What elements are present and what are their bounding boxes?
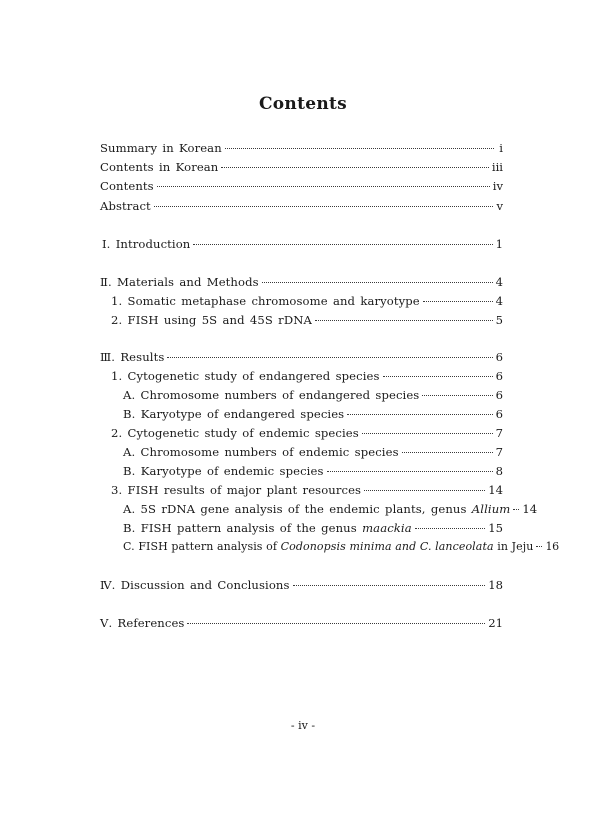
- toc-entry-fish-maackia[interactable]: [123, 519, 503, 537]
- toc-entry-label: [123, 500, 510, 518]
- toc-entry-page: 21: [488, 616, 503, 630]
- toc-entry-label: A. Chromosome numbers of endemic species: [123, 445, 399, 459]
- toc-entry-page: 7: [495, 426, 503, 440]
- toc-entry-abstract[interactable]: [100, 197, 503, 215]
- toc-entry-label: 3. FISH results of major plant resources: [111, 483, 362, 497]
- toc-entry-page: 5: [495, 313, 503, 327]
- page-footer-number: - iv -: [290, 719, 316, 732]
- dot-leader: [157, 182, 490, 187]
- toc-entry-label: 1. Cytogenetic study of endangered species: [111, 369, 380, 383]
- dot-leader: [402, 448, 493, 453]
- toc-entry-label-text: A. 5S rDNA gene analysis of the endemic plants, genus: [123, 502, 472, 516]
- toc-entry-introduction[interactable]: [102, 235, 503, 253]
- toc-entry-contents-korean[interactable]: [100, 158, 503, 176]
- toc-entry-contents[interactable]: [100, 177, 503, 195]
- toc-entry-label: Ⅰ. Introduction: [102, 237, 191, 251]
- toc-entry-label-genus: Allium: [471, 502, 511, 516]
- toc-entry-page: iii: [491, 160, 503, 174]
- dot-leader: [315, 316, 493, 321]
- toc-entry-label: Ⅲ. Results: [100, 350, 165, 364]
- dot-leader: [262, 278, 493, 283]
- dot-leader: [327, 467, 493, 472]
- dot-leader: [415, 524, 485, 529]
- toc-entry-chromosome-endangered[interactable]: [123, 386, 503, 404]
- toc-entry-page: 6: [495, 388, 503, 402]
- dot-leader: [154, 202, 494, 207]
- toc-entry-label: A. Chromosome numbers of endangered species: [123, 388, 420, 402]
- toc-entry-materials-methods[interactable]: [100, 273, 503, 291]
- toc-entry-label: B. Karyotype of endemic species: [123, 464, 324, 478]
- toc-entry-page: 4: [495, 294, 503, 308]
- toc-entry-page: 8: [495, 464, 503, 478]
- dot-leader: [225, 144, 494, 149]
- toc-entry-page: i: [499, 141, 503, 155]
- toc-entry-page: 14: [488, 483, 503, 497]
- toc-entry-label-text-post: in Jeju: [493, 540, 534, 553]
- toc-entry-label: Ⅳ. Discussion and Conclusions: [100, 578, 290, 592]
- toc-entry-label: 2. FISH using 5S and 45S rDNA: [111, 313, 312, 327]
- dot-leader: [383, 372, 493, 377]
- dot-leader: [422, 391, 492, 396]
- toc-entry-summary-korean[interactable]: [100, 139, 503, 157]
- toc-entry-page: 7: [495, 445, 503, 459]
- dot-leader: [167, 353, 492, 358]
- dot-leader: [364, 486, 485, 491]
- toc-entry-page: 6: [495, 407, 503, 421]
- toc-entry-fish-results[interactable]: [111, 481, 503, 499]
- toc-entry-label: 1. Somatic metaphase chromosome and karyotype: [111, 294, 420, 308]
- toc-entry-cytogenetic-endemic[interactable]: [111, 424, 503, 442]
- toc-entry-page: iv: [492, 179, 503, 193]
- toc-entry-karyotype-endangered[interactable]: [123, 405, 503, 423]
- toc-entry-label: Abstract: [100, 199, 151, 213]
- toc-entry-page: 18: [488, 578, 503, 592]
- toc-entry-page: 16: [545, 540, 559, 553]
- toc-entry-label: B. Karyotype of endangered species: [123, 407, 345, 421]
- toc-entry-label-text: B. FISH pattern analysis of the genus: [123, 521, 363, 535]
- toc-entry-somatic-metaphase[interactable]: [111, 292, 503, 310]
- dot-leader: [536, 542, 542, 547]
- toc-entry-cytogenetic-endangered[interactable]: [111, 367, 503, 385]
- toc-entry-page: 15: [488, 521, 503, 535]
- toc-entry-references[interactable]: [100, 614, 503, 632]
- dot-leader: [187, 619, 485, 624]
- toc-entry-fish-codonopsis[interactable]: [123, 538, 559, 556]
- toc-entry-page: 6: [495, 369, 503, 383]
- toc-entry-label: Contents in Korean: [100, 160, 219, 174]
- toc-entry-chromosome-endemic[interactable]: [123, 443, 503, 461]
- toc-entry-page: v: [496, 199, 503, 213]
- toc-entry-results[interactable]: [100, 348, 503, 366]
- dot-leader: [513, 505, 519, 510]
- toc-entry-label-text: C. FISH pattern analysis of: [123, 540, 281, 553]
- toc-entry-label: [123, 519, 412, 537]
- toc-entry-label: 2. Cytogenetic study of endemic species: [111, 426, 359, 440]
- toc-entry-label-genus: maackia: [362, 521, 412, 535]
- toc-entry-page: 6: [495, 350, 503, 364]
- dot-leader: [362, 429, 493, 434]
- page-title: Contents: [258, 94, 348, 114]
- toc-entry-karyotype-endemic[interactable]: [123, 462, 503, 480]
- dot-leader: [221, 163, 489, 168]
- toc-entry-5s-rdna-allium[interactable]: [123, 500, 538, 518]
- toc-entry-page: 4: [495, 275, 503, 289]
- toc-entry-label-species: Codonopsis minima and C. lanceolata: [280, 540, 494, 553]
- toc-entry-label: Ⅱ. Materials and Methods: [100, 275, 259, 289]
- toc-entry-page: 1: [495, 237, 503, 251]
- toc-entry-label: Ⅴ. References: [100, 616, 185, 630]
- dot-leader: [423, 297, 493, 302]
- toc-entry-page: 14: [522, 502, 538, 516]
- toc-entry-label: Summary in Korean: [100, 141, 222, 155]
- dot-leader: [293, 581, 486, 586]
- dot-leader: [347, 410, 492, 415]
- toc-entry-discussion[interactable]: [100, 576, 503, 594]
- dot-leader: [193, 240, 492, 245]
- toc-entry-label: [123, 538, 533, 556]
- toc-entry-label: Contents: [100, 179, 154, 193]
- toc-entry-fish-rdna[interactable]: [111, 311, 503, 329]
